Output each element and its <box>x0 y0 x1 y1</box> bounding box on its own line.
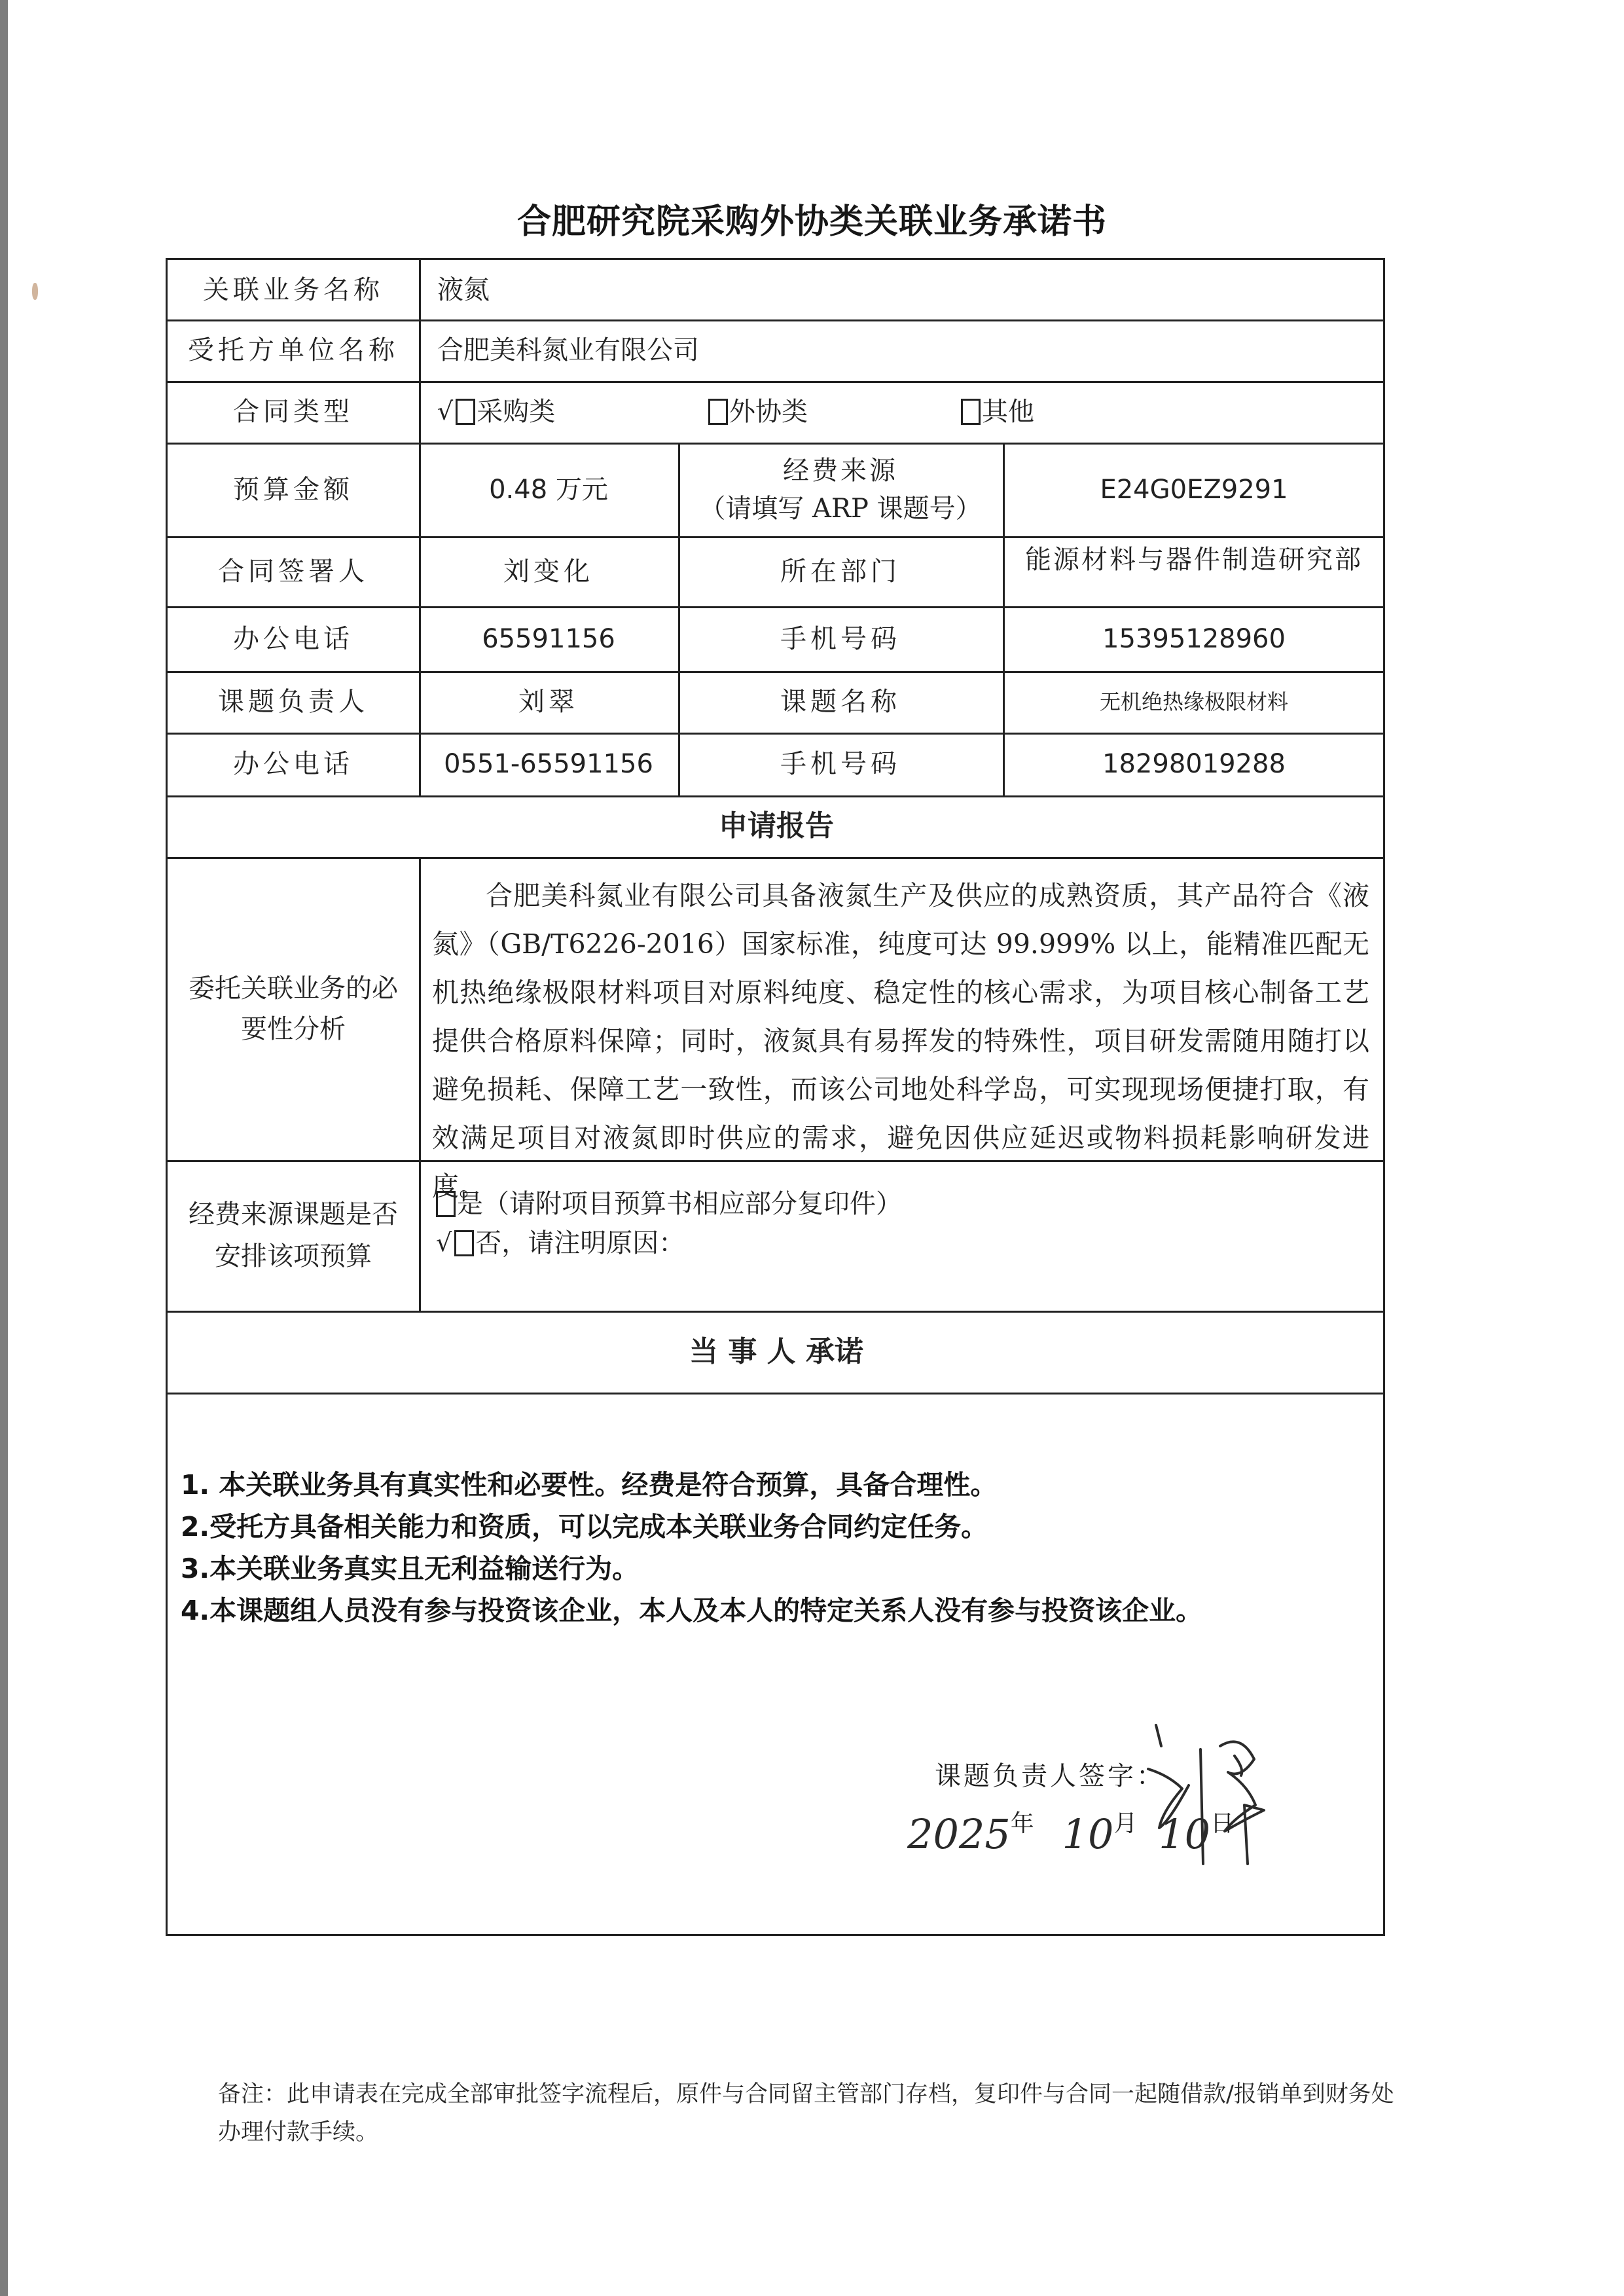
scan-speck <box>32 283 38 300</box>
trustee-name-label: 受托方单位名称 <box>188 335 399 365</box>
signer-mobile-label: 手机号码 <box>780 623 901 654</box>
option-label: 采购类 <box>477 397 556 427</box>
business-name-value: 液氮 <box>437 274 490 305</box>
application-report-heading: 申请报告 <box>719 809 834 843</box>
department-value: 能源材料与器件制造研究部 <box>1025 545 1363 575</box>
checkbox-icon[interactable] <box>456 399 475 425</box>
signer-label: 合同签署人 <box>218 556 369 587</box>
budget-option-no[interactable] <box>436 1224 685 1262</box>
lead-mobile: 18298019288 <box>1102 749 1286 779</box>
necessity-label: 委托关联业务的必要性分析 <box>189 973 398 1044</box>
commitment-item: 3.本关联业务真实且无利益输送行为。 <box>181 1553 640 1584</box>
date-year-unit: 年 <box>1010 1810 1034 1837</box>
option-label: 外协类 <box>729 397 808 427</box>
checkbox-icon[interactable] <box>454 1230 474 1256</box>
signer-office-phone: 65591156 <box>482 623 615 654</box>
option-label: 否，请注明原因： <box>475 1228 685 1258</box>
date-year: 2025 <box>907 1810 1011 1858</box>
handwritten-signature <box>1143 1707 1307 1870</box>
scan-edge <box>0 0 8 2296</box>
signature-stroke <box>1148 1769 1189 1828</box>
funding-source-label <box>678 443 1003 536</box>
commitment-item: 1. 本关联业务具有真实性和必要性。经费是符合预算，具备合理性。 <box>181 1469 998 1501</box>
contract-type-label: 合同类型 <box>233 397 353 427</box>
project-name-value: 无机绝热缘极限材料 <box>1099 689 1288 714</box>
project-name-label: 课题名称 <box>780 687 901 717</box>
option-label: 是（请附项目预算书相应部分复印件） <box>457 1189 902 1219</box>
budget-question-options <box>419 1160 1385 1311</box>
signature-label: 课题负责人签字： <box>935 1761 1165 1791</box>
funding-source-label-line2: （请填写 ARP 课题号） <box>699 493 982 524</box>
contract-type-options <box>419 381 1385 443</box>
budget-option-yes[interactable] <box>436 1185 902 1223</box>
check-mark-icon: √ <box>436 1228 452 1258</box>
project-lead-label: 课题负责人 <box>218 687 369 717</box>
signer-value: 刘变化 <box>503 556 594 587</box>
business-name-label: 关联业务名称 <box>203 274 384 305</box>
necessity-text: 合肥美科氮业有限公司具备液氮生产及供应的成熟资质，其产品符合《液氮》（GB/T6226-2016）国家标准，纯度可达 99.999% 以上，能精准匹配无机热绝缘极限材料项目对原料纯度、稳定性的核心需求，为项目核心制备工艺提供合格原料保障；同时，液氮具有易挥发的特殊性，项目研发需随用随打以避免损耗、保障工艺一致性，而该公司地处科学岛，可实现现场便捷打取，有效满足项目对液氮即时供应的需求，避免因供应延迟或物料损耗影响研发进度。 <box>432 880 1369 1202</box>
date-day-unit: 日 <box>1210 1810 1235 1837</box>
budget-label: 预算金额 <box>233 474 353 505</box>
date-month: 10 <box>1062 1810 1114 1858</box>
checkbox-icon[interactable] <box>961 399 981 425</box>
commitment-item: 4.本课题组人员没有参与投资该企业，本人及本人的特定关系人没有参与投资该企业。 <box>181 1595 1203 1626</box>
footer-note: 备注：此申请表在完成全部审批签字流程后，原件与合同留主管部门存档，复印件与合同一起随借款/报销单到财务处办理付款手续。 <box>218 2081 1394 2145</box>
check-mark-icon: √ <box>437 397 454 426</box>
lead-office-phone-label: 办公电话 <box>233 749 353 779</box>
budget-question-label: 经费来源课题是否安排该项预算 <box>189 1199 398 1271</box>
checkbox-icon[interactable] <box>708 399 728 425</box>
commitment-form-table <box>166 258 1385 1936</box>
signer-mobile: 15395128960 <box>1102 623 1286 654</box>
signature-stroke <box>1156 1725 1161 1746</box>
date-day: 10 <box>1159 1810 1211 1858</box>
row-divider <box>168 1393 1383 1394</box>
lead-office-phone: 0551-65591156 <box>444 749 653 779</box>
contract-type-option-purchase[interactable] <box>437 381 555 443</box>
budget-value: 0.48 万元 <box>489 474 608 505</box>
commitment-heading: 当 事 人 承诺 <box>689 1334 863 1368</box>
document-title: 合肥研究院采购外协类关联业务承诺书 <box>516 202 1107 242</box>
project-lead-value: 刘翠 <box>518 687 579 717</box>
commitment-item: 2.受托方具备相关能力和资质，可以完成本关联业务合同约定任务。 <box>181 1511 988 1542</box>
necessity-analysis <box>419 857 1385 1202</box>
option-label: 其他 <box>982 397 1034 427</box>
date-month-unit: 月 <box>1113 1810 1138 1837</box>
lead-mobile-label: 手机号码 <box>780 749 901 779</box>
checkbox-icon[interactable] <box>436 1191 456 1217</box>
signature-stroke <box>1200 1749 1203 1864</box>
signer-office-phone-label: 办公电话 <box>233 623 353 654</box>
contract-type-option-outsourcing[interactable] <box>708 381 808 443</box>
signature-stroke <box>1220 1741 1264 1864</box>
trustee-name-value: 合肥美科氮业有限公司 <box>437 335 699 365</box>
contract-type-option-other[interactable] <box>961 381 1034 443</box>
funding-source-value: E24G0EZ9291 <box>1100 474 1288 505</box>
department-label: 所在部门 <box>780 556 901 587</box>
funding-source-label-line1: 经费来源 <box>783 455 898 486</box>
